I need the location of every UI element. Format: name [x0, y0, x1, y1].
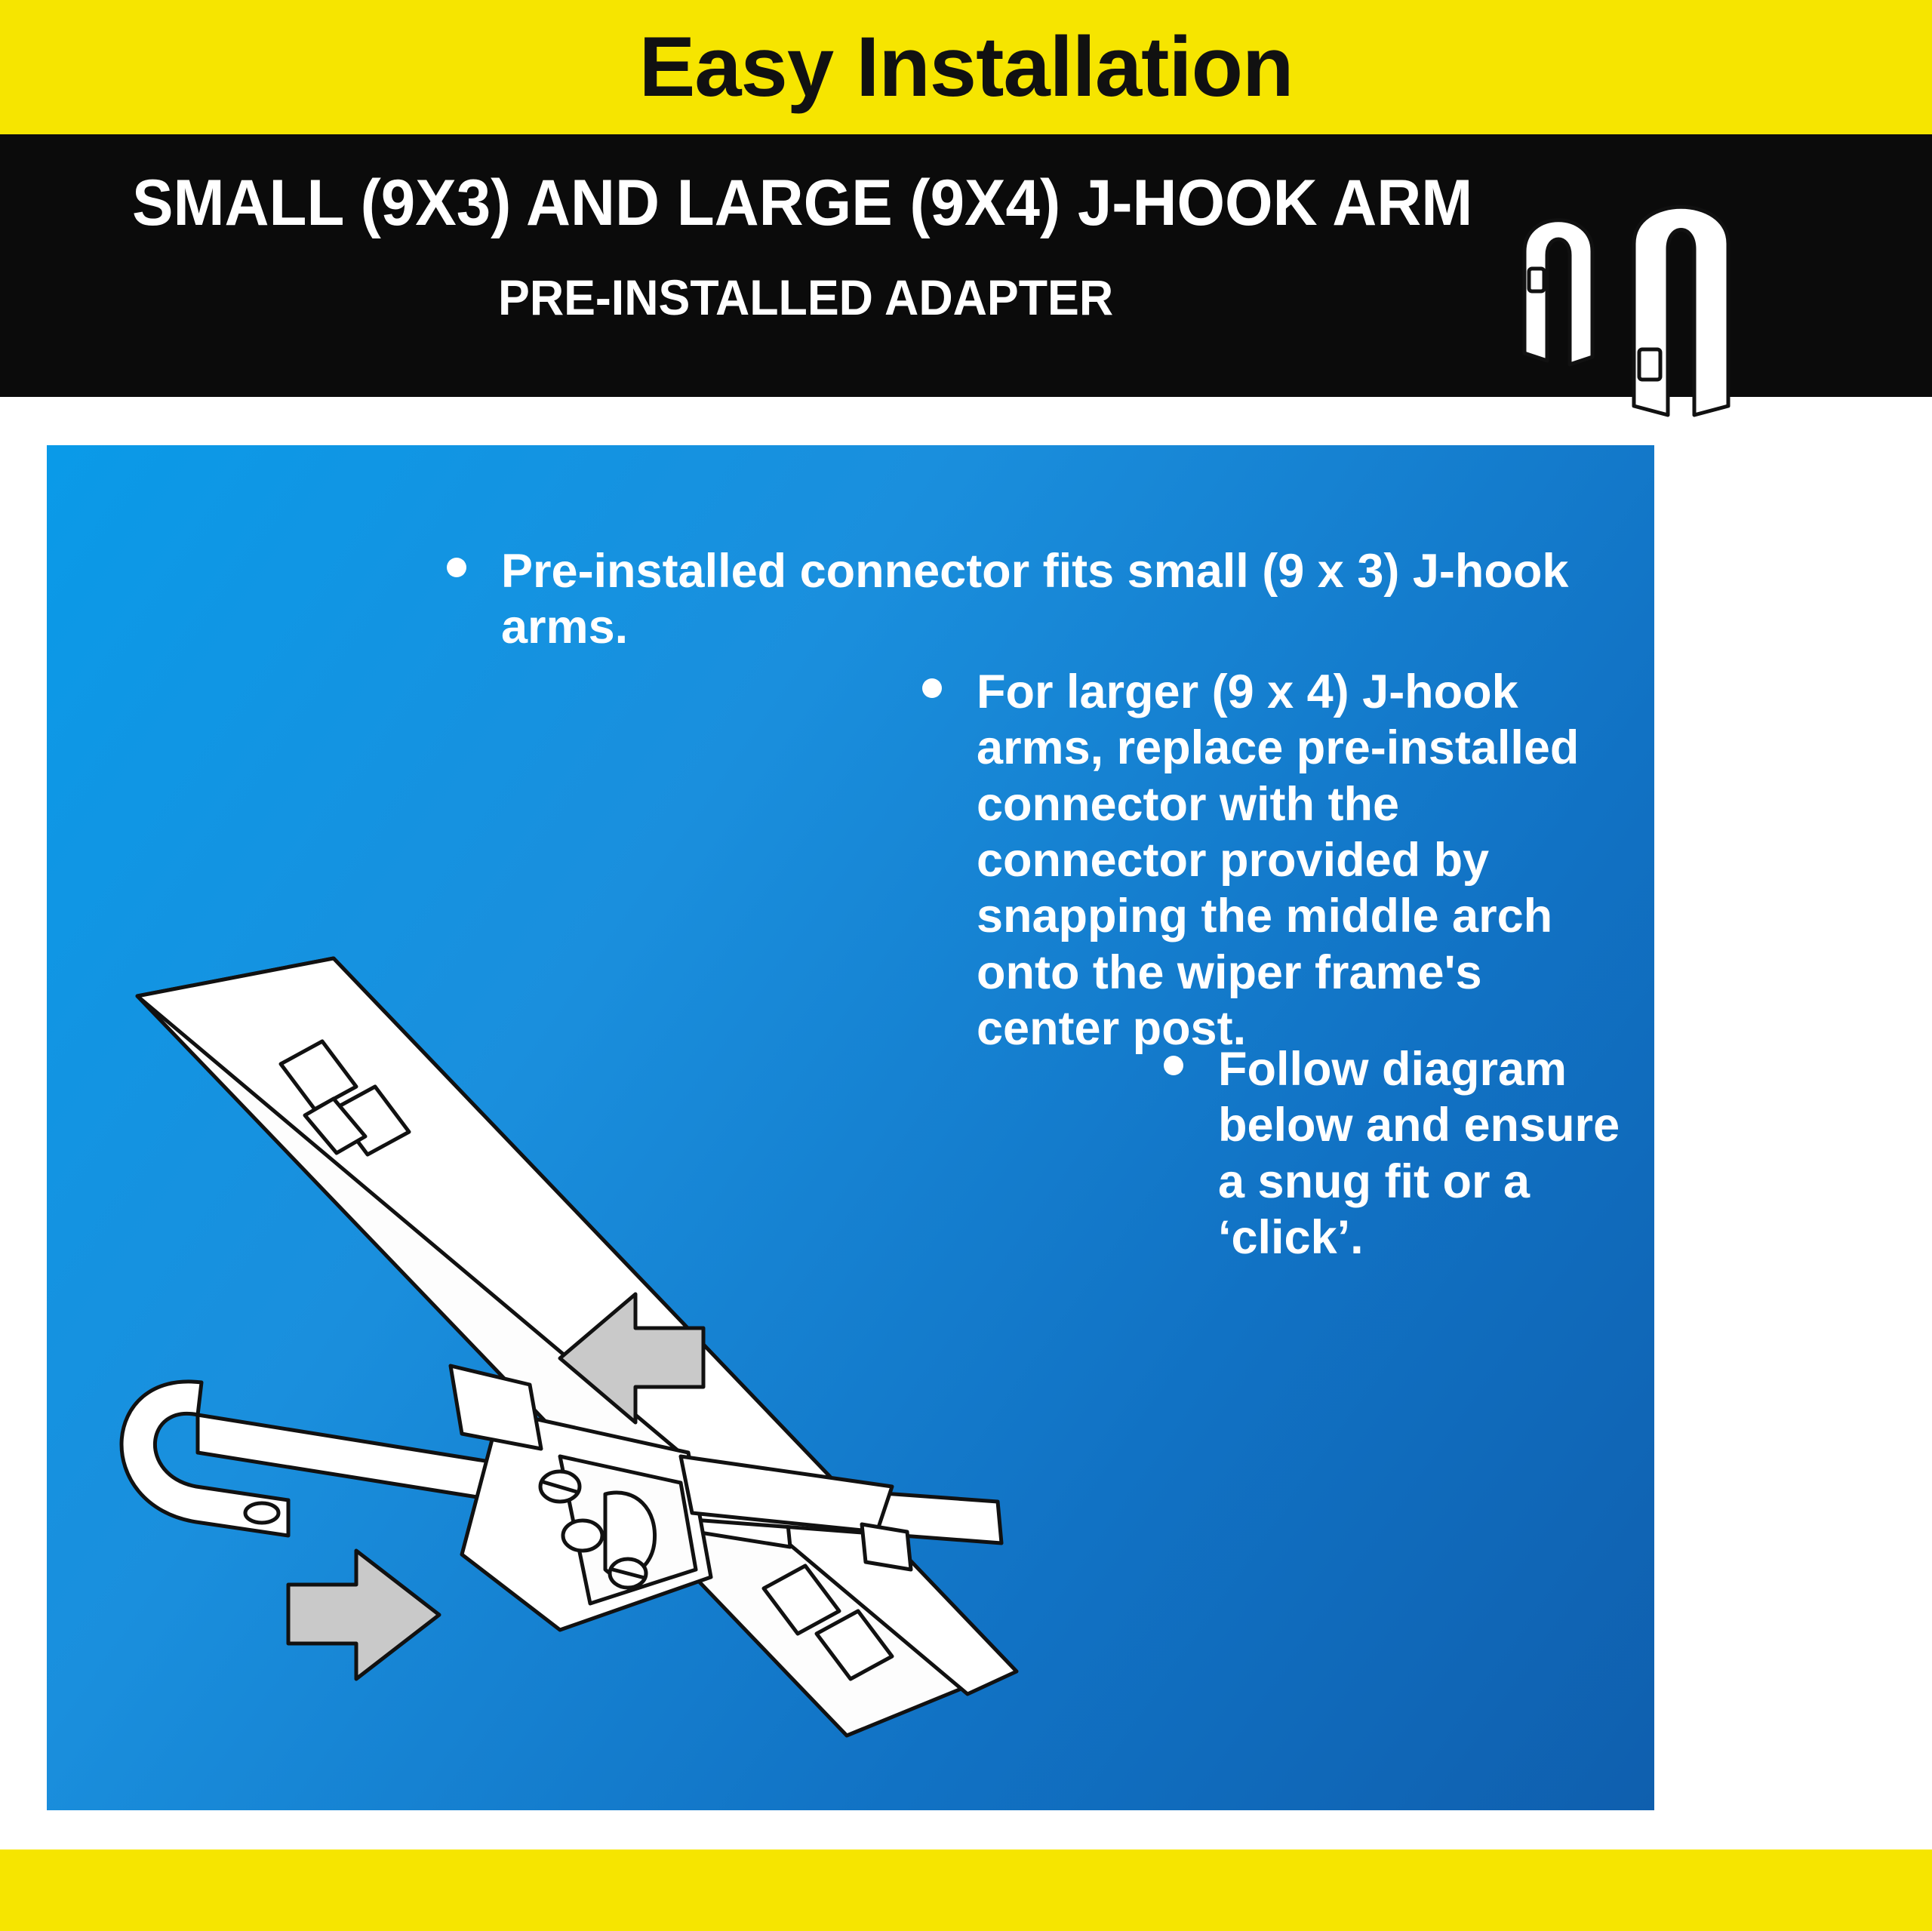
- bullet-list: [47, 445, 1654, 1811]
- bullet-pre-installed-connector: [447, 543, 1624, 656]
- content-panel: [47, 445, 1654, 1811]
- bullet-text: Pre-installed connector fits small (9 x 3) J-hook arms.: [501, 545, 1569, 654]
- bullet-dot-icon: [1164, 1056, 1183, 1075]
- page-title: Easy Installation: [638, 20, 1294, 114]
- bottom-banner: [0, 1850, 1932, 1931]
- bullet-text: For larger (9 x 4) J-hook arms, replace pre-installed connector with the connector provided by snapping the middle arch onto the wiper frame's center post.: [977, 666, 1580, 1055]
- bullet-follow-diagram: [1164, 1041, 1632, 1265]
- bullet-text: Follow diagram below and ensure a snug fit or a ‘click’.: [1218, 1043, 1620, 1264]
- top-banner: [0, 0, 1932, 134]
- header-subtitle: PRE-INSTALLED ADAPTER: [498, 269, 1114, 325]
- j-hook-arm-icon: [1479, 180, 1841, 436]
- bullet-larger-arms: [922, 664, 1624, 1056]
- footer-gap: [0, 1810, 1932, 1850]
- bullet-dot-icon: [447, 558, 466, 577]
- bullet-dot-icon: [922, 678, 942, 698]
- header-main-title: SMALL (9X3) AND LARGE (9X4) J-HOOK ARM: [132, 167, 1473, 239]
- header-block: [0, 134, 1932, 397]
